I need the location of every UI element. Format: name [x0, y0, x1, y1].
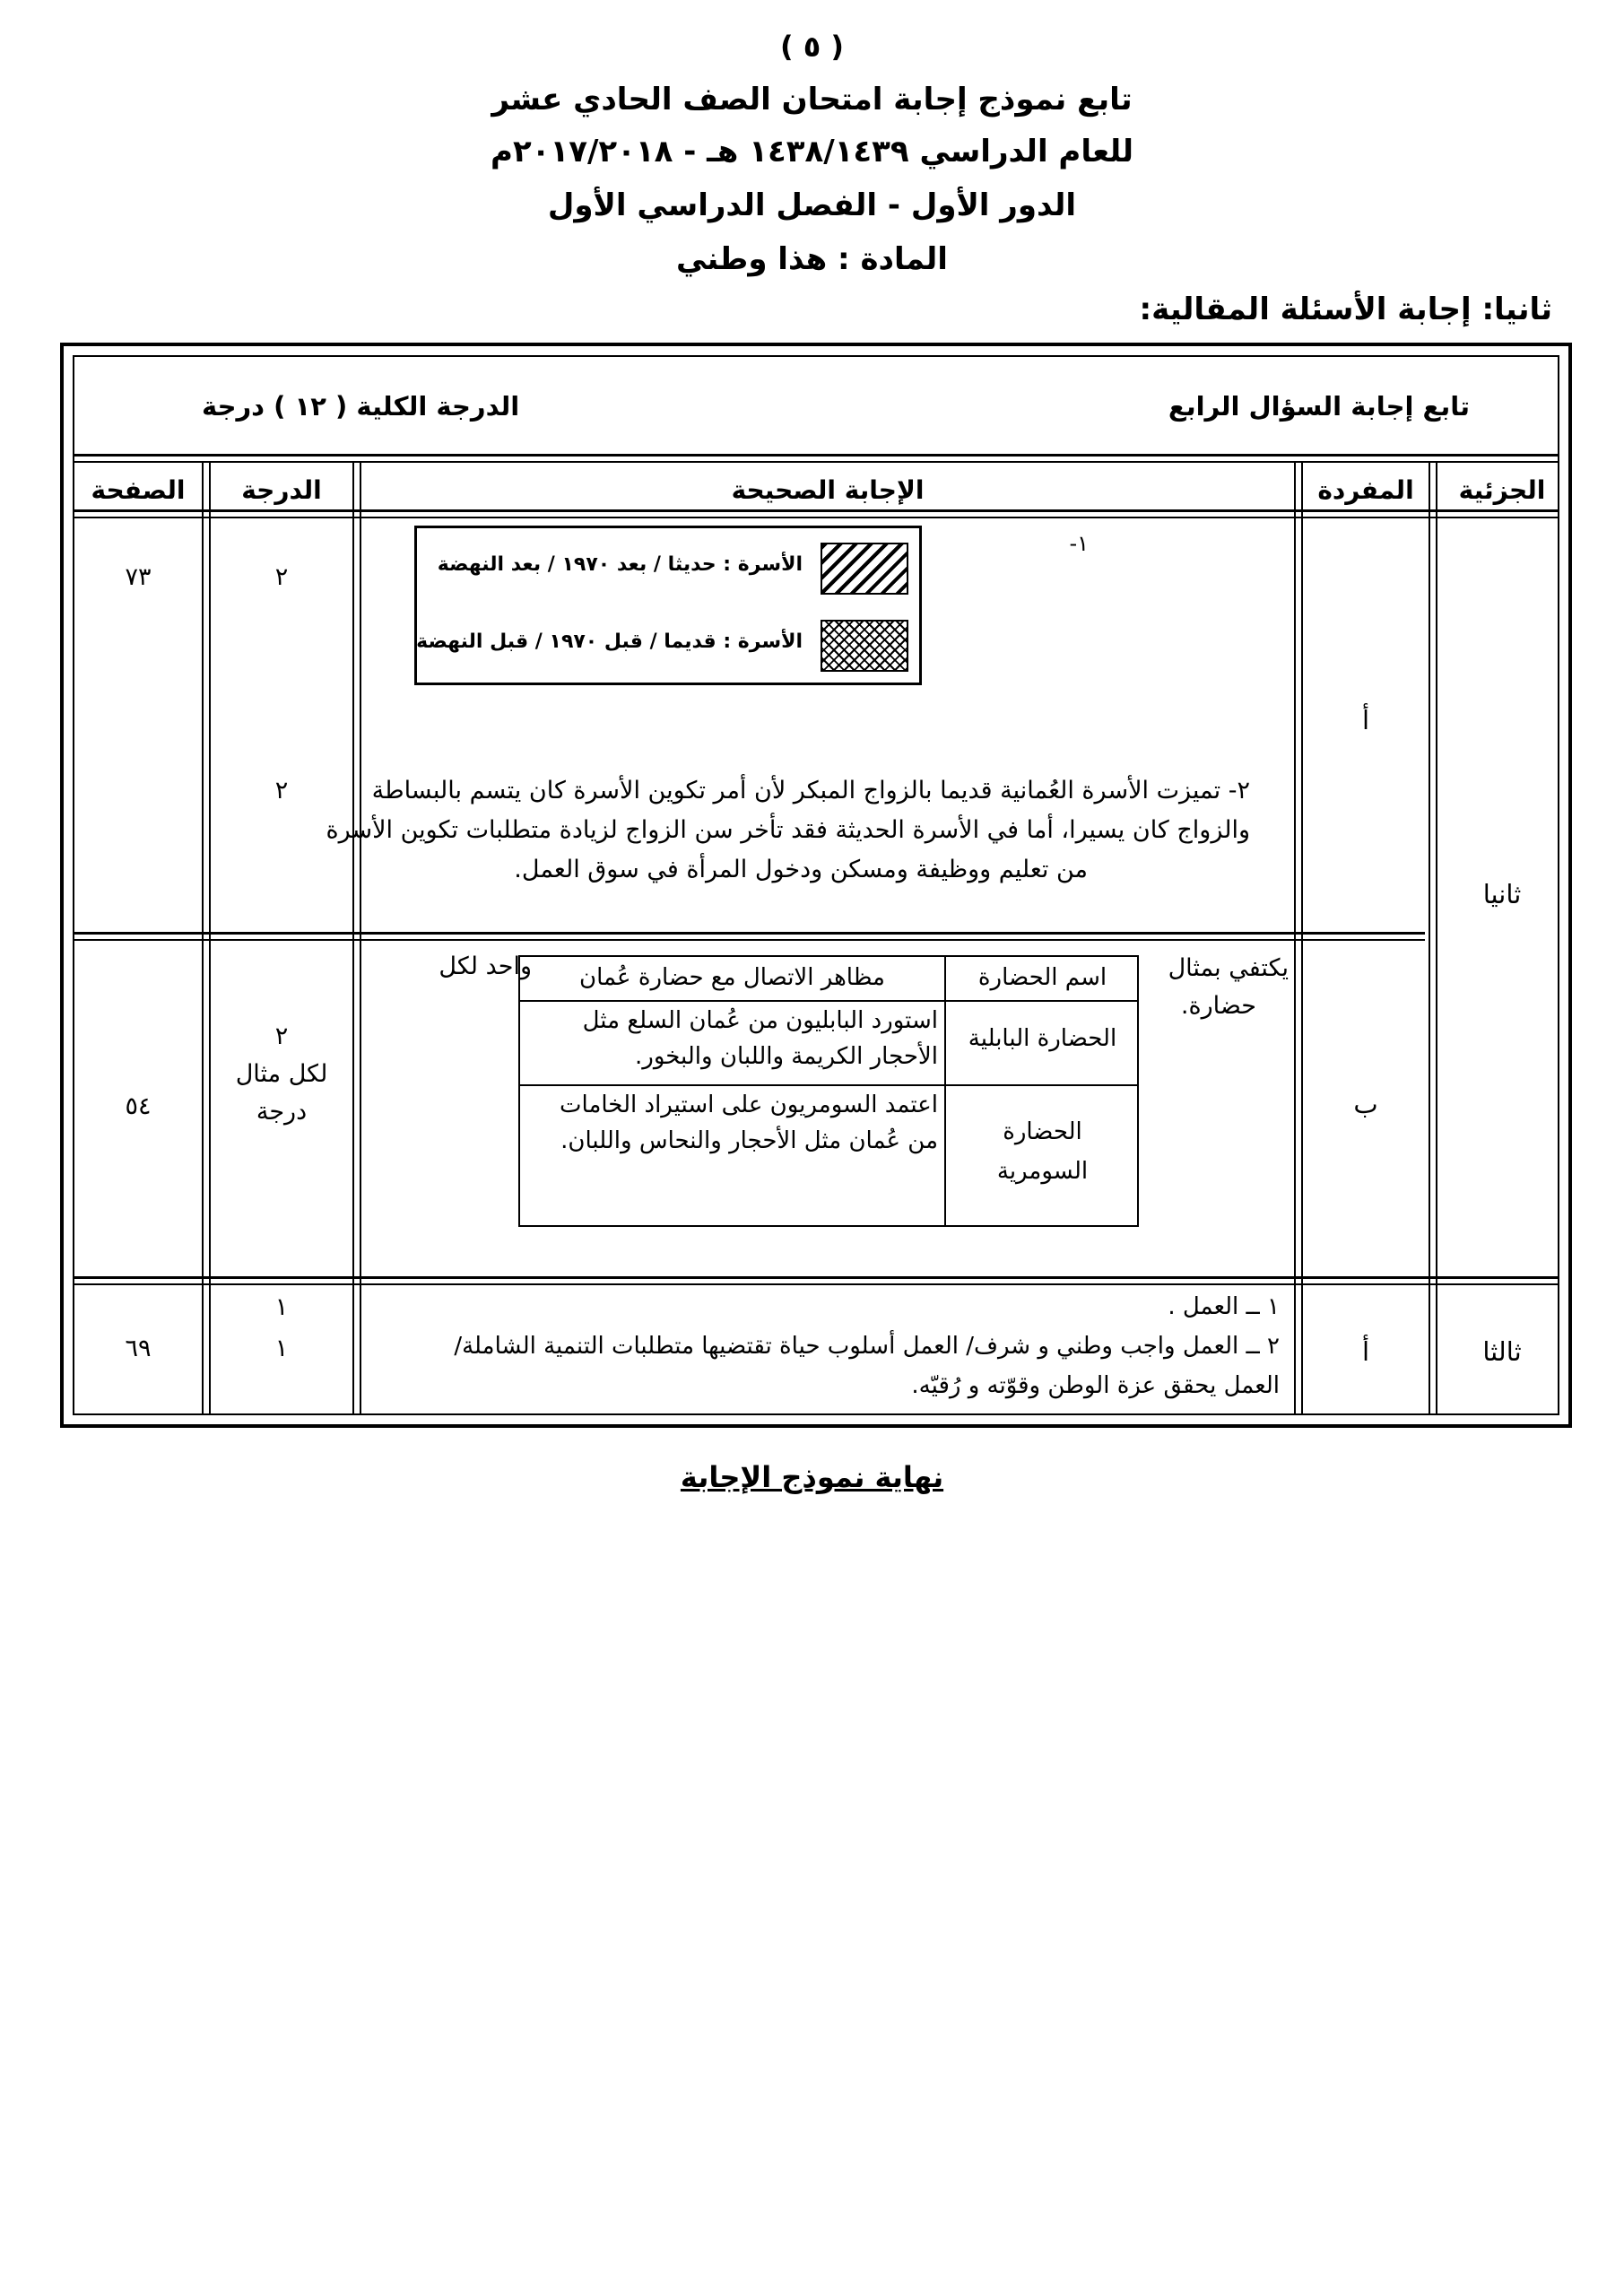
hatched-swatch — [821, 543, 908, 595]
row3-grade-2: ١ — [274, 1335, 289, 1362]
civilizations-table — [518, 955, 1139, 1227]
civ-sumer-contact-2: من عُمان مثل الأحجار والنحاس واللبان. — [560, 1127, 938, 1154]
divider — [74, 454, 1558, 457]
row3-line1: ١ ــ العمل . — [1168, 1293, 1280, 1320]
civ-sumer-contact-1: اعتمد السومريون على استيراد الخامات — [560, 1091, 938, 1118]
banner-total-grade: الدرجة الكلية ( ١٢ ) درجة — [202, 391, 520, 422]
civ-divider — [520, 1000, 1137, 1002]
divider — [74, 509, 1558, 512]
col-divider — [352, 461, 354, 1413]
page-number: ( ٥ ) — [779, 30, 845, 64]
row2-note-right-1: يكتفي بمثال — [1168, 954, 1289, 982]
header-page: الصفحة — [91, 475, 186, 505]
col-divider — [202, 461, 204, 1413]
row1-q2-line3: من تعليم ووظيفة ومسكن ودخول المرأة في سوق العمل. — [514, 856, 1088, 883]
divider — [74, 939, 1425, 941]
row2-note-left: واحد لكل — [439, 952, 532, 980]
col-divider — [1294, 461, 1296, 1413]
end-of-answer-key — [0, 1460, 1624, 1494]
section-title: ثانيا: إجابة الأسئلة المقالية: — [1139, 291, 1552, 327]
civ-divider — [520, 1084, 1137, 1086]
col-divider — [1301, 461, 1303, 1413]
divider — [74, 1276, 1558, 1279]
title-line-3: الدور الأول - الفصل الدراسي الأول — [547, 187, 1077, 223]
row1-grade-1: ٢ — [274, 563, 289, 591]
answer-table-inner — [73, 355, 1559, 1415]
banner-question-title: تابع إجابة السؤال الرابع — [1168, 391, 1470, 422]
row3-line3: العمل يحقق عزة الوطن وقوّته و رُقيّه. — [911, 1372, 1280, 1399]
divider — [74, 461, 1558, 463]
divider — [74, 932, 1425, 935]
wavy-swatch — [821, 620, 908, 672]
row3-item: أ — [1361, 1336, 1370, 1367]
family-legend-box — [414, 526, 922, 685]
row1-item: أ — [1361, 705, 1370, 735]
row3-part: ثالثا — [1482, 1336, 1522, 1367]
row1-q1-label: ١- — [1069, 531, 1089, 556]
title-line-1: تابع نموذج إجابة امتحان الصف الحادي عشر — [491, 82, 1133, 117]
header-part: الجزئية — [1458, 475, 1546, 505]
row3-grade-1: ١ — [274, 1293, 289, 1321]
legend-old-family: الأسرة : قديما / قبل ١٩٧٠ / قبل النهضة — [416, 631, 803, 653]
col-divider — [360, 461, 361, 1413]
col-divider — [1436, 461, 1437, 1413]
row1-q2-line1: ٢- تميزت الأسرة العُمانية قديما بالزواج المبكر لأن أمر تكوين الأسرة كان يتسم بالبساطة — [371, 777, 1250, 804]
civ-babylon-contact-2: الأحجار الكريمة واللبان والبخور. — [635, 1043, 938, 1070]
row2-note-right-2: حضارة. — [1180, 992, 1256, 1020]
divider — [74, 517, 1558, 518]
subject-line: المادة : هذا وطني — [676, 241, 948, 277]
civ-header-contact: مظاهر الاتصال مع حضارة عُمان — [579, 964, 885, 991]
row2-grade-3: درجة — [256, 1098, 308, 1126]
header-grade: الدرجة — [241, 475, 322, 505]
col-divider — [209, 461, 211, 1413]
header-answer: الإجابة الصحيحة — [731, 475, 925, 505]
civ-babylon-contact-1: استورد البابليون من عُمان السلع مثل — [582, 1007, 938, 1034]
title-line-2: للعام الدراسي ١٤٣٨/١٤٣٩ هـ - ٢٠١٧/٢٠١٨م — [491, 134, 1133, 170]
row3-page: ٦٩ — [125, 1335, 152, 1362]
row2-grade-2: لكل مثال — [235, 1060, 328, 1088]
row1-page: ٧٣ — [125, 563, 152, 591]
civ-babylon-name: الحضارة البابلية — [968, 1025, 1117, 1052]
civ-sumer-name-2: السومرية — [996, 1158, 1089, 1185]
row1-grade-2: ٢ — [274, 777, 289, 804]
row2-page: ٥٤ — [125, 1092, 152, 1120]
row2-item: ب — [1353, 1089, 1378, 1119]
col-divider — [1429, 461, 1430, 1413]
header-item: المفردة — [1317, 475, 1414, 505]
divider — [74, 1283, 1558, 1285]
end-of-answer-key-label: نهاية نموذج الإجابة — [680, 1460, 944, 1494]
legend-modern-family: الأسرة : حديثا / بعد ١٩٧٠ / بعد النهضة — [437, 553, 803, 576]
civ-header-name: اسم الحضارة — [977, 964, 1107, 991]
row2-grade-1: ٢ — [274, 1022, 289, 1050]
civ-sumer-name-1: الحضارة — [1003, 1118, 1082, 1145]
row1-part: ثانيا — [1482, 879, 1522, 909]
answer-table — [60, 343, 1572, 1428]
row1-q2-line2: والزواج كان يسيرا، أما في الأسرة الحديثة فقد تأخر سن الزواج لزيادة متطلبات تكوين الأسرة — [326, 816, 1250, 844]
row3-line2: ٢ ــ العمل واجب وطني و شرف/ العمل أسلوب حياة تقتضيها متطلبات التنمية الشاملة/ — [454, 1333, 1280, 1360]
